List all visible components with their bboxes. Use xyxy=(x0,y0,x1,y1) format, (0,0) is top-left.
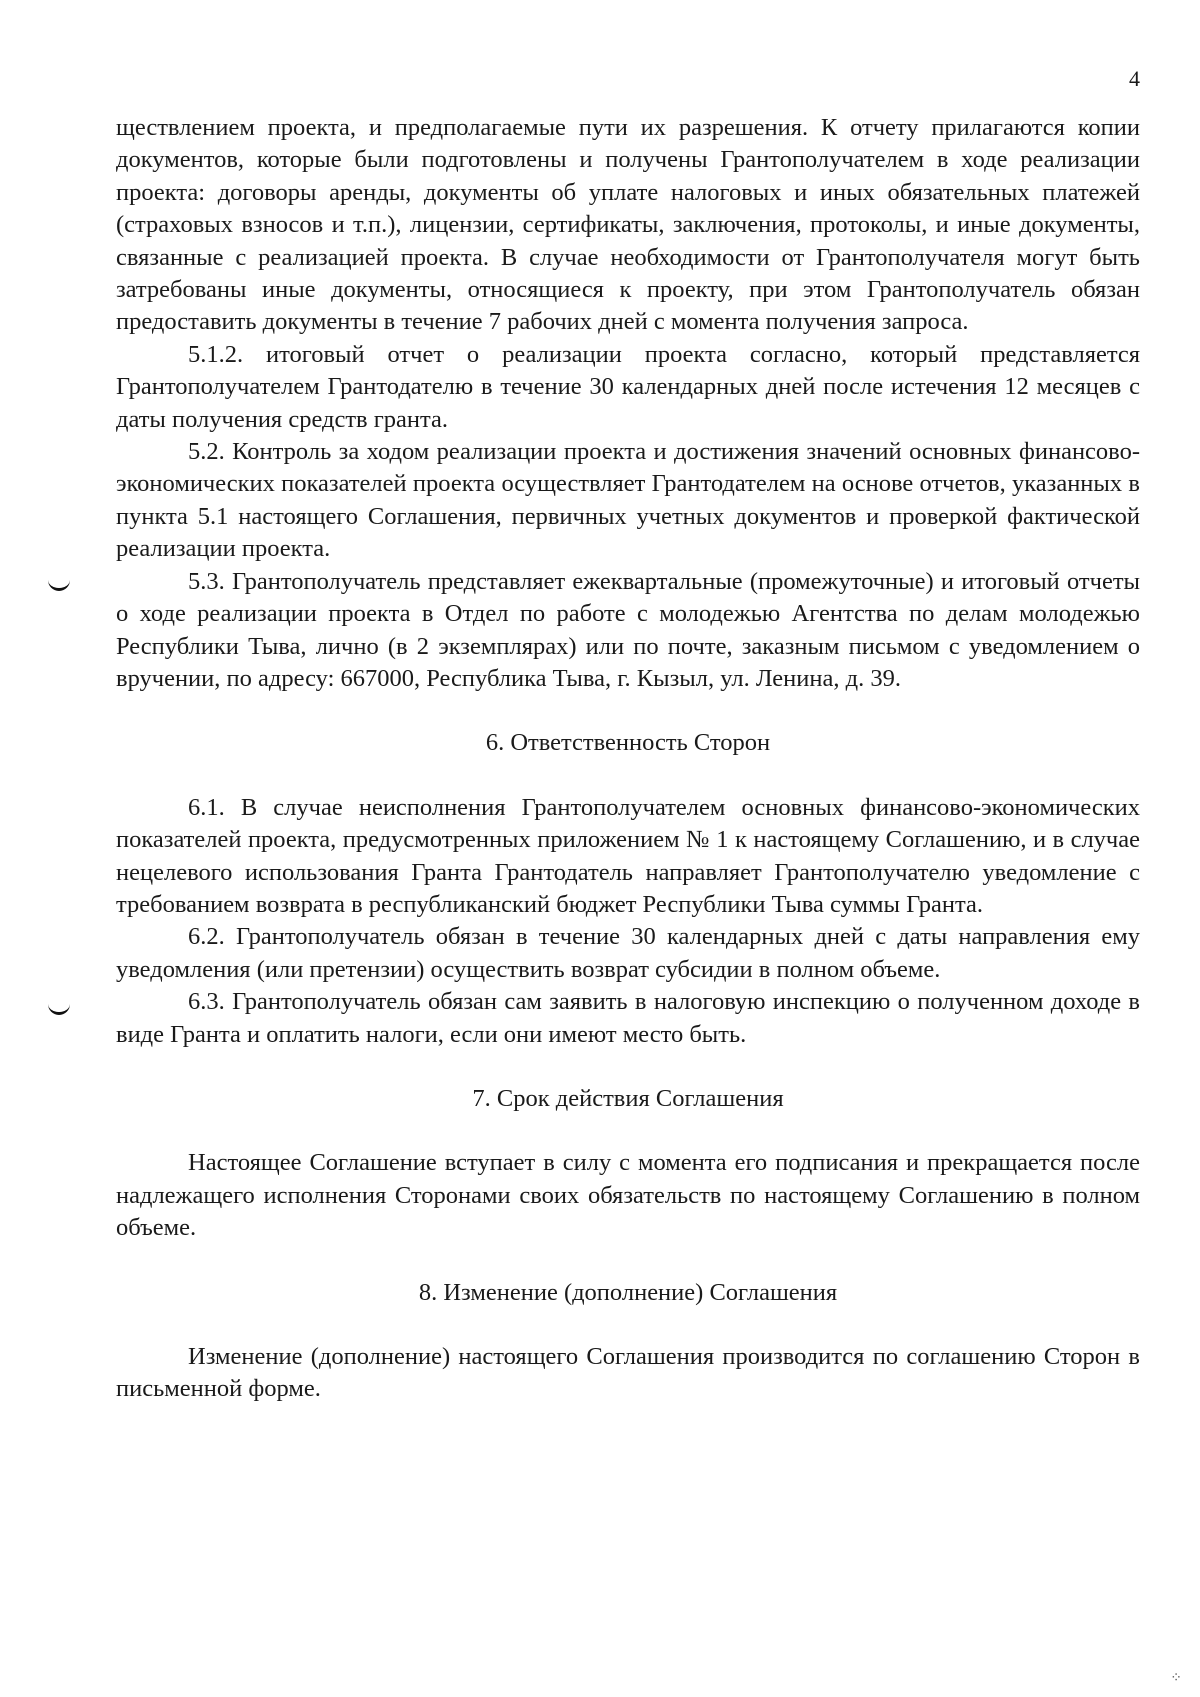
scan-artifact-mark: ⁘ xyxy=(1170,1671,1182,1686)
paragraph-5-2: 5.2. Контроль за ходом реализации проекта и достижения значений основных финансово-экономических показателей проекта осуществляет Грантодателем на основе отчетов, указанных в пункта 5.1 настоящего Соглашения, первичных учетных документов и проверкой фактической реализации проекта. xyxy=(116,438,1140,563)
paragraph-6-2: 6.2. Грантополучатель обязан в течение 30 календарных дней с даты направления ему уведомления (или претензии) осуществить возврат субсидии в полном объеме. xyxy=(116,923,1140,983)
section-7-heading: 7. Срок действия Соглашения xyxy=(472,1084,784,1112)
paragraph-7: Настоящее Соглашение вступает в силу с момента его подписания и прекращается после надлежащего исполнения Сторонами своих обязательств по настоящему Соглашению в полном объеме. xyxy=(116,1149,1140,1242)
section-8-heading: 8. Изменение (дополнение) Соглашения xyxy=(418,1278,838,1306)
paragraph-6-3: 6.3. Грантополучатель обязан сам заявить в налоговую инспекцию о полученном доходе в виде Гранта и оплатить налоги, если они имеют место быть. xyxy=(116,988,1140,1048)
section-6-heading: 6. Ответственность Сторон xyxy=(485,729,771,757)
margin-tick-mark xyxy=(48,578,70,591)
document-body xyxy=(116,112,1140,1406)
paragraph-5-1-2: 5.1.2. итоговый отчет о реализации проекта согласно, который представляется Грантополучателем Грантодателю в течение 30 календарных дней после истечения 12 месяцев с даты получения средств гранта. xyxy=(116,340,1140,433)
paragraph-continued: ществлением проекта, и предполагаемые пути их разрешения. К отчету прилагаются копии документов, которые были подготовлены и получены Грантополучателем в ходе реализации проекта: договоры аренды, документы об уплате налоговых и иных обязательных платежей (страховых взносов и т.п.), лицензии, сертификаты, заключения, протоколы, и иные документы, связанные с реализацией проекта. В случае необходимости от Грантополучателя могут быть затребованы иные документы, относящиеся к проекту, при этом Грантополучатель обязан предоставить документы в течение 7 рабочих дней с момента получения запроса. xyxy=(116,114,1140,336)
margin-tick-mark xyxy=(48,1002,70,1015)
paragraph-8: Изменение (дополнение) настоящего Соглашения производится по соглашению Сторон в письменной форме. xyxy=(116,1343,1140,1403)
paragraph-5-3: 5.3. Грантополучатель представляет ежеквартальные (промежуточные) и итоговый отчеты о ходе реализации проекта в Отдел по работе с молодежью Агентства по делам молодежью Республики Тыва, лично (в 2 экземплярах) или по почте, заказным письмом с уведомлением о вручении, по адресу: 667000, Республика Тыва, г. Кызыл, ул. Ленина, д. 39. xyxy=(116,567,1140,692)
paragraph-6-1: 6.1. В случае неисполнения Грантополучателем основных финансово-экономических показателей проекта, предусмотренных приложением № 1 к настоящему Соглашению, и в случае нецелевого использования Гранта Грантодатель направляет Грантополучателю уведомление с требованием возврата в республиканский бюджет Республики Тыва суммы Гранта. xyxy=(116,793,1140,918)
page-number: 4 xyxy=(1129,66,1140,91)
